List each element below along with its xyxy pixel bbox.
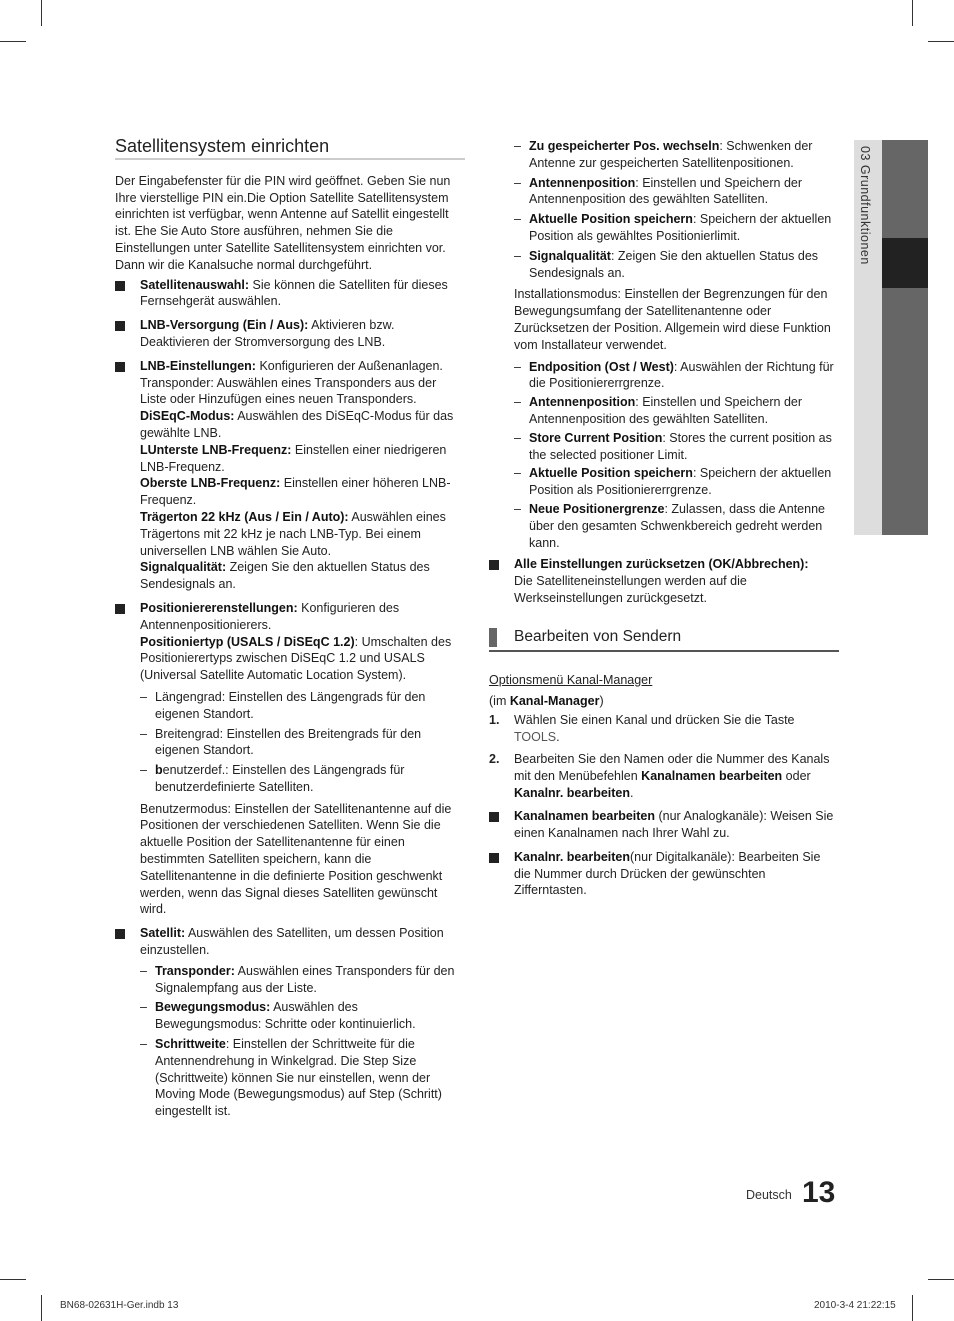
list-item: Satellitenauswahl: Sie können die Satelliten für dieses Fernsehgerät auswählen. — [115, 277, 465, 311]
square-bullet-icon — [115, 604, 125, 614]
crop-mark — [928, 41, 954, 42]
list-item: Kanalnr. bearbeiten(nur Digitalkanäle): Bearbeiten Sie die Nummer durch Drücken der gewünschten Zifferntasten. — [489, 849, 839, 899]
dash-item: – benutzerdef.: Einstellen des Längengrads für benutzerdefinierte Satelliten. — [140, 763, 405, 794]
dash-item: – Antennenposition: Einstellen und Speichern der Antennenposition des gewählten Satelliten. — [514, 395, 803, 426]
dash-item: – Neue Positionergrenze: Zulassen, dass die Antenne über den gesamten Schwenkbereich gedreht werden kann. — [514, 501, 825, 550]
crop-mark — [912, 0, 913, 26]
print-timestamp: 2010-3-4 21:22:15 — [814, 1300, 896, 1311]
square-bullet-icon — [115, 281, 125, 291]
right-column — [489, 138, 839, 899]
user-mode-paragraph: Benutzermodus: Einstellen der Satellitenantenne auf die Positionen der verschiedenen Satelliten. Wenn Sie die aktuelle Position der Satellitenantenne für einen bestimmten Satelliten speichern, kann die Satellitenantenne in die definierte Position geschwenkt werden, wenn das Signal dieses Satelliten gewünscht wird. — [140, 801, 452, 917]
square-bullet-icon — [489, 853, 499, 863]
chapter-tab-label: 03 Grundfunktionen — [858, 146, 872, 265]
dash-item: – Endposition (Ost / West): Auswählen der Richtung für die Positioniererrgrenze. — [514, 359, 834, 391]
list-item: LNB-Einstellungen: Konfigurieren der Außenanlagen. Transponder: Auswählen eines Transponders aus der Liste oder Hinzufügen eines neuen Transponders. DiSEqC-Modus: Auswählen des DiSEqC-Modus für das gewählte LNB. LUnterste LNB-Frequenz: Einstellen einer niedrigeren LNB-Frequenz. Oberste LNB-Frequenz: Einstellen einer höheren LNB-Frequenz. Trägerton 22 kHz (Aus / Ein / Auto): Auswählen eines Trägertons mit 22 kHz je nach LNB-Typ. Bei einem universellen LNB wählen Sie Auto. Signalqualität: Zeigen Sie den aktuellen Status des Sendesignals an. — [115, 358, 465, 593]
section-heading: Bearbeiten von Sendern — [489, 627, 839, 652]
dash-item: – Signalqualität: Zeigen Sie den aktuellen Status des Sendesignals an. — [514, 248, 819, 280]
crop-mark — [0, 1279, 26, 1280]
square-bullet-icon — [115, 362, 125, 372]
install-mode-paragraph: Installationsmodus: Einstellen der Begrenzungen für den Bewegungsumfang der Satellitenantenne oder Zurücksetzen der Position. Allgemein wird diese Funktion vom Installateur verwendet. — [514, 287, 831, 352]
chapter-bar — [882, 140, 928, 535]
numbered-step: 1. Wählen Sie einen Kanal und drücken Sie die Taste TOOLS. — [489, 713, 795, 745]
dash-item: – Breitengrad: Einstellen des Breitengrads für den eigenen Standort. — [140, 726, 422, 758]
crop-mark — [912, 1295, 913, 1321]
context-note: (im Kanal-Manager) — [489, 693, 604, 708]
crop-mark — [928, 1279, 954, 1280]
footer-language: Deutsch — [746, 1188, 792, 1202]
list-item: Kanalnamen bearbeiten (nur Analogkanäle): Weisen Sie einen Kanalnamen nach Ihrer Wahl zu. — [489, 808, 839, 842]
crop-mark — [0, 41, 26, 42]
dash-item: – Schrittweite: Einstellen der Schrittweite für die Antennendrehung in Winkelgrad. Die Step Size (Schrittweite) können Sie nur einstellen, wenn der Moving Mode (Bewegungsmodus) auf Step (Schritt) eingestellt ist. — [140, 1037, 442, 1119]
list-item: LNB-Versorgung (Ein / Aus): Aktivieren bzw. Deaktivieren der Stromversorgung des LNB. — [115, 317, 465, 351]
dash-item: – Längengrad: Einstellen des Längengrads für den eigenen Standort. — [140, 689, 426, 721]
square-bullet-icon — [489, 812, 499, 822]
list-item: Satellit: Auswählen des Satelliten, um dessen Position einzustellen. – Transponder: Auswählen eines Transponders für den Signalempfang aus der Liste. – Bewegungsmodus: Auswählen des Bewegungsmodus: Schritte oder kontinuierlich. – Schrittweite: Einstellen der Schrittweite für die Antennendrehung in Winkelgrad. Die Step Size (Schrittweite) können Sie nur einstellen, wenn der Moving Mode (Bewegungsmodus) auf Step (Schritt) eingestellt ist. — [115, 925, 465, 1120]
dash-item: – Zu gespeicherter Pos. wechseln: Schwenken der Antenne zur gespeicherten Satellitenpositionen. — [514, 139, 813, 170]
square-bullet-icon — [115, 929, 125, 939]
dash-item: – Aktuelle Position speichern: Speichern der aktuellen Position als gewähltes Positionierlimit. — [514, 212, 832, 243]
dash-item: – Store Current Position: Stores the current position as the selected positioner Limit. — [514, 430, 832, 462]
list-item: Positioniererenstellungen: Konfigurieren des Antennenpositionierers. Positioniertyp (USALS / DiSEqC 1.2): Umschalten des Positionierertyps zwischen DiSEqC 1.2 und USALS (Universal Satellite Automatic Location System). – Längengrad: Einstellen des Längengrads für den eigenen Standort. – Breitengrad: Einstellen des Breitengrads für den eigenen Standort. – benutzerdef.: Einstellen des Längengrads für benutzerdefinierte Satelliten. Benutzermodus: Einstellen der Satellitenantenne auf die Positionen der verschiedenen Satelliten. Wenn Sie die aktuelle Position der Satellitenantenne für einen bestimmten Satelliten speichern, kann die Satellitenantenne in die definierte Position geschwenkt werden, wenn das Signal dieses Satelliten gewünscht wird. — [115, 600, 465, 918]
square-bullet-icon — [489, 560, 499, 570]
left-column — [115, 138, 465, 1120]
crop-mark — [41, 1295, 42, 1321]
dash-item: – Antennenposition: Einstellen und Speichern der Antennenposition des gewählten Satelliten. — [514, 175, 803, 207]
page-number: 13 — [802, 1176, 836, 1209]
print-file-info: BN68-02631H-Ger.indb 13 — [60, 1300, 179, 1311]
dash-item: – Bewegungsmodus: Auswählen des Bewegungsmodus: Schritte oder kontinuierlich. — [140, 1000, 416, 1032]
dash-item: – Aktuelle Position speichern: Speichern der aktuellen Position als Positioniererrgrenze. — [514, 466, 832, 498]
chapter-tab — [854, 140, 882, 535]
numbered-step: 2. Bearbeiten Sie den Namen oder die Nummer des Kanals mit den Menübefehlen Kanalnamen bearbeiten oder Kanalnr. bearbeiten. — [489, 751, 830, 800]
option-menu-label: Optionsmenü Kanal-Manager — [489, 672, 653, 687]
square-bullet-icon — [115, 321, 125, 331]
dash-item: – Transponder: Auswählen eines Transponders für den Signalempfang aus der Liste. — [140, 963, 455, 995]
intro-paragraph: Der Eingabefenster für die PIN wird geöffnet. Geben Sie nun Ihre vierstellige PIN ein.Die Option Satellite Satellitensystem einrichten ist verfügbar, wenn Antenne auf Satellit eingestellt ist. Ehe Sie Auto Store ausführen, nehmen Sie die Einstellungen unter Satellite Satellitensystem einrichten vor. Dann wir die Kanalsuche normal durchgeführt. — [115, 173, 451, 272]
heading-marker-icon — [489, 628, 497, 647]
list-item: Alle Einstellungen zurücksetzen (OK/Abbrechen): Die Satelliteneinstellungen werden auf die Werkseinstellungen zurückgesetzt. — [489, 556, 839, 606]
chapter-indicator — [882, 238, 928, 288]
section-title: Satellitensystem einrichten — [115, 138, 465, 160]
crop-mark — [41, 0, 42, 26]
